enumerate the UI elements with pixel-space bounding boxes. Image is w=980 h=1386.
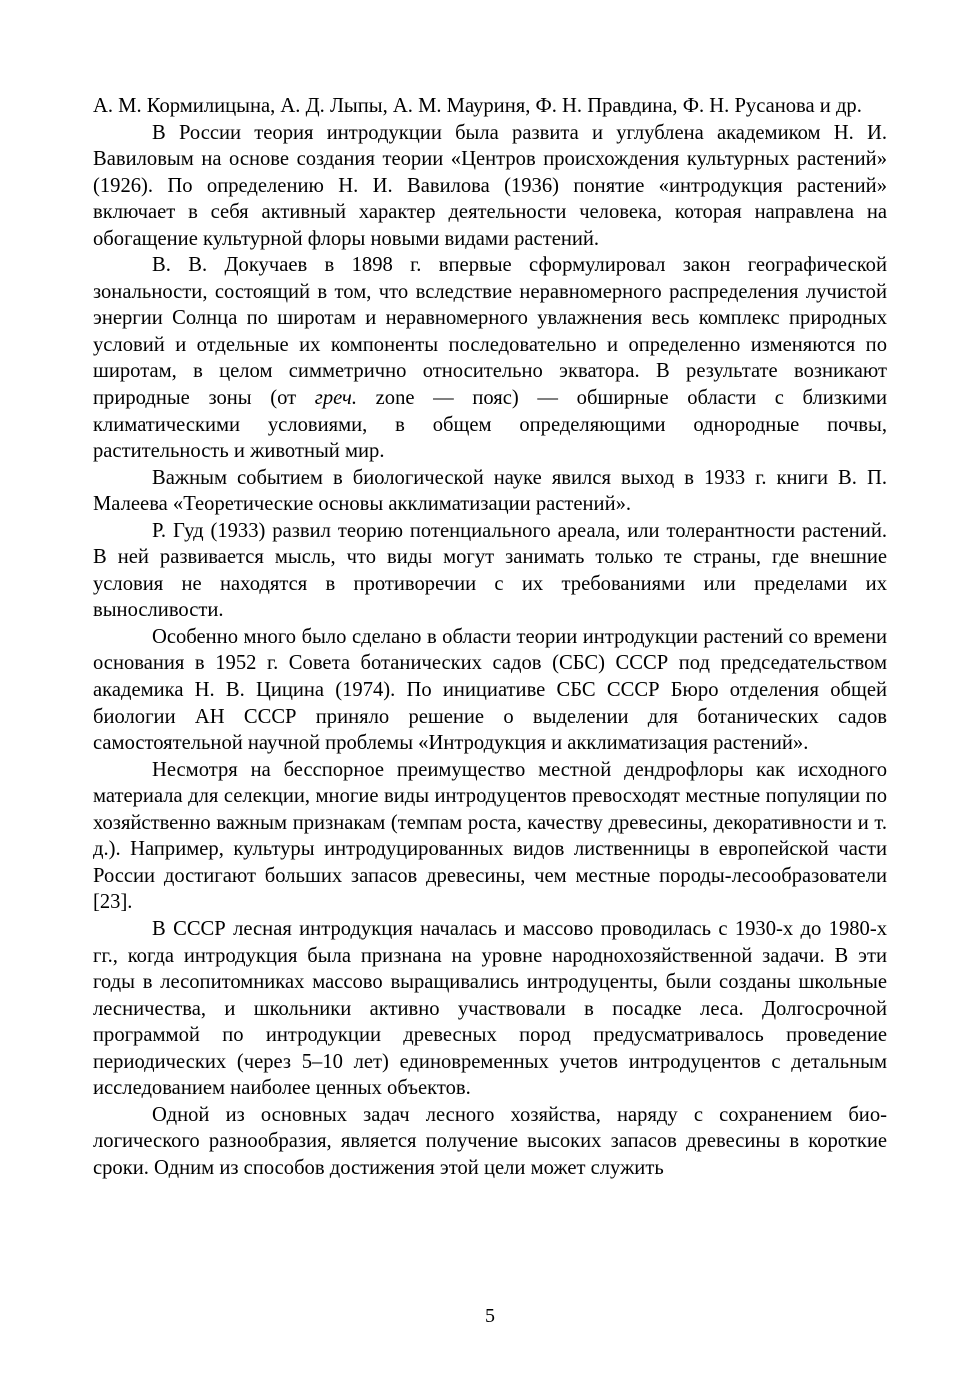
paragraph — [93, 757, 887, 916]
page-number: 5 — [485, 1305, 495, 1327]
paragraph — [93, 120, 887, 253]
paragraph-text: В России теория интродукции была развита и углублена академиком Н. И. Вавиловым на основе создания теории «Центров происхождения культурных растений» (1926). По определению Н. И. Вавилова (1936) понятие «интродукция растений» включает в себя активный характер деятельности человека, которая направлена на обогащение культурной флоры новыми видами растений. — [93, 121, 887, 250]
paragraph — [93, 93, 887, 120]
paragraph — [93, 465, 887, 518]
paragraph-text: Одной из основных задач лесного хозяйства, наряду с сохранением биологического разнообразия, является получение высоких запасов древесины в короткие сроки. Одним из способов достижения этой цели может служить — [93, 1103, 887, 1179]
paragraph — [93, 624, 887, 757]
paragraph-text: А. М. Кормилицына, А. Д. Лыпы, А. М. Мауриня, Ф. Н. Правдина, Ф. Н. Русанова и др. — [93, 95, 862, 117]
paragraph-text: Важным событием в биологической науке явился выход в 1933 г. книги В. П. Малеева «Теоретические основы акклиматизации растений». — [93, 466, 887, 516]
italic-text: греч. — [314, 387, 357, 410]
paragraph-text: В СССР лесная интродукция началась и массово проводилась с 1930-х до 1980-х гг., когда интродукция была признана на уровне народнохозяйственной задачи. В эти годы в лесопитомниках массово выращивались интродуценты, были созданы школьные лесничества, и школьники активно участвовали в посадке леса. Долгосрочной программой по интродукции древесных пород предусматривалось проведение периодических (через 5–10 лет) единовременных учетов интродуцентов с детальным исследованием наиболее ценных объектов. — [93, 917, 887, 1100]
paragraph — [93, 252, 887, 464]
paragraph-text: В. В. Докучаев в 1898 г. впервые сформулировал закон географической зональности, состоящий в том, что вследствие неравномерного распределения лучистой энергии Солнца по широтам и неравномерного увлажнения весь комплекс природных условий и отдельные их компоненты последовательно и определенно изменяются по широтам, в целом симметрично относительно экватора. В результате возникают природные зоны (от — [93, 254, 887, 410]
paragraph — [93, 916, 887, 1102]
body-text — [93, 93, 887, 1181]
paragraph-text: zone — пояс) — обширные области с близкими климатическими условиями, в общем определяющими однородные почвы, растительность и животный мир. — [93, 387, 887, 463]
paragraph — [93, 1102, 887, 1182]
paragraph-text: Особенно много было сделано в области теории интродукции растений со времени основания в 1952 г. Совета ботанических садов (СБС) СССР под председательством академика Н. В. Цицина (1974). По инициативе СБС СССР Бюро отделения общей биологии АН СССР приняло решение о выделении для ботанических садов самостоятельной научной проблемы «Интродукция и акклиматизация растений». — [93, 625, 887, 755]
paragraph-text: Р. Гуд (1933) развил теорию потенциального ареала, или толерантности растений. В ней развивается мысль, что виды могут занимать только те страны, где внешние условия не находятся в противоречии с их требованиями или пределами их выносливости. — [93, 519, 887, 622]
paragraph-text: Несмотря на бесспорное преимущество местной дендрофлоры как исходного материала для селекции, многие виды интродуцентов превосходят местные популяции по хозяйственно важным признакам (темпам роста, качеству древесины, декоративности и т. д.). Например, культуры интродуцированных видов лиственницы в европейской части России достигают больших запасов древесины, чем местные породы-лесообразователи [23]. — [93, 758, 887, 914]
paragraph — [93, 518, 887, 624]
